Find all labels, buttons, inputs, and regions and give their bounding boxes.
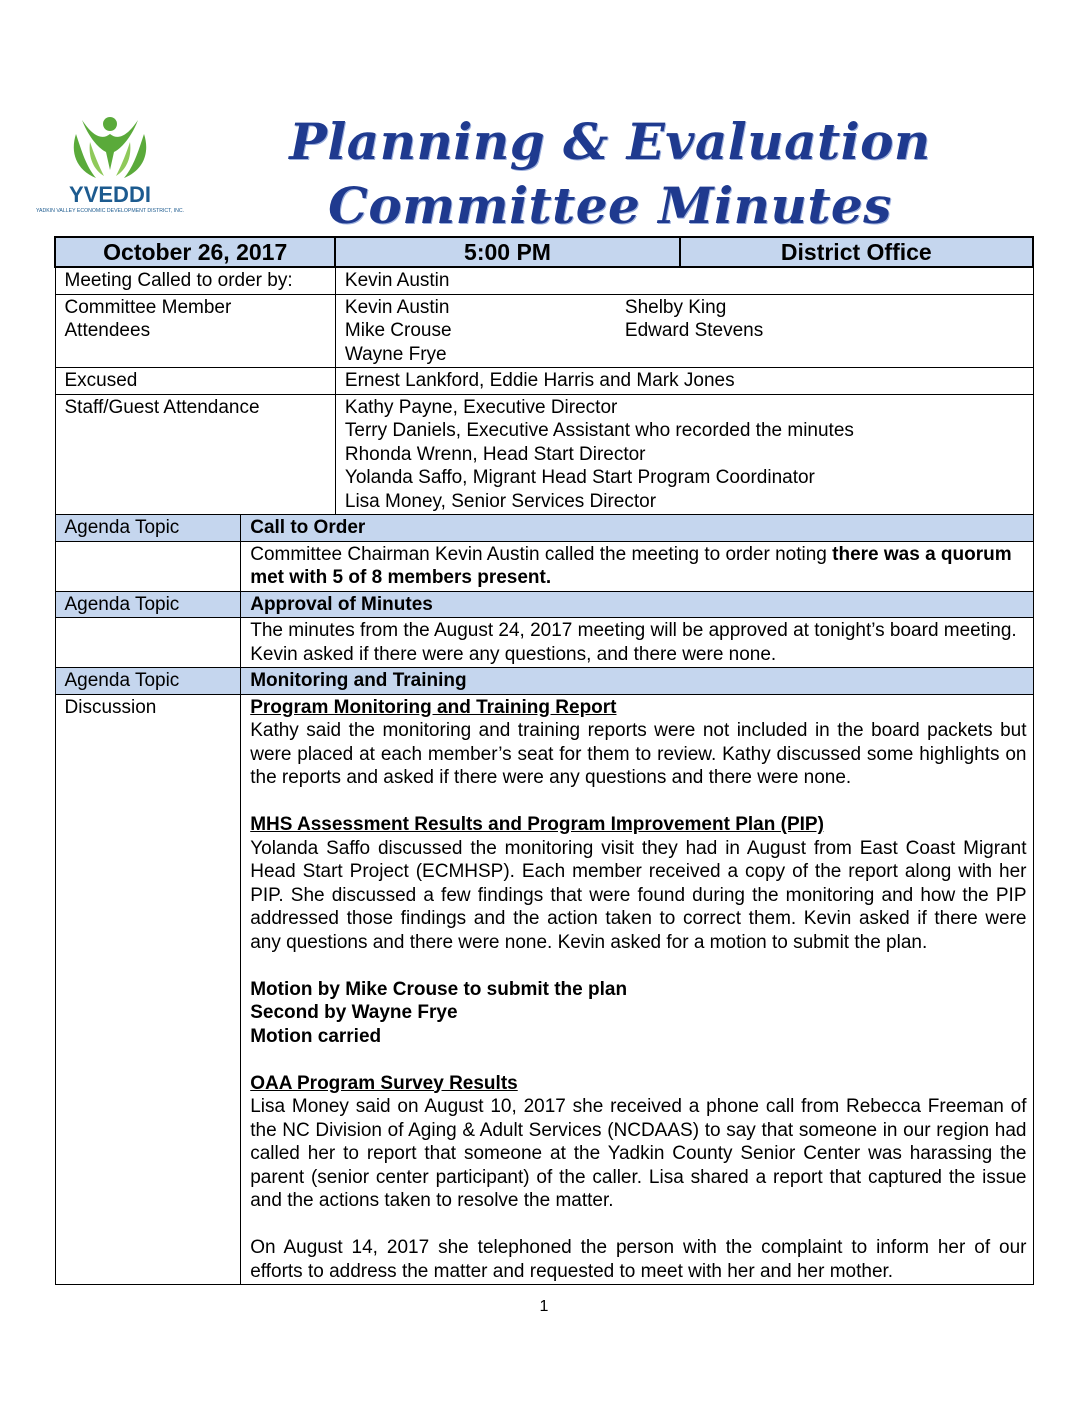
paragraph: Lisa Money said on August 10, 2017 she received a phone call from Rebecca Freeman of the NC Division of Aging & Adult Services (NCDAAS) to say that someone in our region had called her to report that someone at the Yadkin County Senior Center was harassing the parent (senior center participant) of the caller. Lisa shared a report that captured the issue and the actions taken to resolve the matter. (250, 1096, 1027, 1211)
attendees-label: Committee Member Attendees (55, 294, 335, 368)
logo-wordmark: YVEDDI (69, 182, 151, 207)
discussion-content (241, 694, 1033, 1285)
logo-subtext: YADKIN VALLEY ECONOMIC DEVELOPMENT DISTRICT, INC. (35, 208, 185, 214)
staff-member: Terry Daniels, Executive Assistant who recorded the minutes (344, 420, 854, 441)
section-heading: Program Monitoring and Training Report (250, 696, 617, 718)
yveddi-logo (35, 112, 185, 224)
paragraph: Yolanda Saffo discussed the monitoring visit they had in August from East Coast Migrant Head Start Project (ECMHSP). Each member received a copy of the report along with her PIP. She discussed a few findings that were found during the monitoring and how the PIP addressed those findings and the action taken to correct them. Kevin asked if there were any questions and there were none. Kevin asked for a motion to submit the plan. (250, 837, 1027, 953)
title-line-2: Committee Minutes (328, 176, 892, 235)
staff-row (55, 394, 1033, 515)
agenda-topic-label: Agenda Topic (55, 591, 241, 618)
page-number: 1 (539, 1298, 549, 1315)
approval-text: The minutes from the August 24, 2017 meeting will be approved at tonight’s board meeting. Kevin asked if there were any questions, and there were none. (241, 618, 1033, 668)
attendee: Wayne Frye (344, 343, 447, 365)
attendee: Edward Stevens (624, 320, 764, 341)
motion-line: Second by Wayne Frye (250, 1002, 458, 1023)
call-to-order-text: Committee Chairman Kevin Austin called the meeting to order noting there was a quorum met with 5 of 8 members present. (241, 541, 1033, 591)
approval-row (55, 618, 1033, 668)
agenda-topic-title: Approval of Minutes (241, 591, 1033, 618)
staff-member: Rhonda Wrenn, Head Start Director (344, 443, 646, 465)
agenda-topic-row (55, 515, 1033, 542)
title-line-1: Planning & Evaluation (289, 112, 931, 171)
call-to-order-row (55, 541, 1033, 591)
section-heading: MHS Assessment Results and Program Improvement Plan (PIP) (250, 814, 824, 835)
discussion-label: Discussion (55, 694, 241, 1285)
agenda-topic-label: Agenda Topic (55, 515, 241, 542)
attendees-row (55, 294, 1033, 368)
excused-label: Excused (55, 368, 335, 395)
staff-member: Kathy Payne, Executive Director (344, 396, 618, 418)
agenda-topic-title: Call to Order (241, 515, 1033, 542)
agenda-topic-label: Agenda Topic (55, 668, 241, 695)
page-title (260, 110, 960, 238)
called-label: Meeting Called to order by: (55, 267, 335, 294)
excused-row (55, 368, 1033, 395)
meeting-location: District Office (680, 237, 1033, 267)
called-row (55, 267, 1033, 294)
header-row (55, 237, 1033, 267)
agenda-topic-title: Monitoring and Training (241, 668, 1033, 695)
attendees-list (335, 294, 1033, 368)
minutes-table (54, 236, 1034, 1285)
attendee: Kevin Austin (344, 296, 450, 318)
paragraph: Kathy said the monitoring and training reports were not included in the board packets but were placed at each member’s seat for them to review. Kathy discussed some highlights on the reports and asked if there were any questions and there were none. (250, 720, 1027, 788)
discussion-row (55, 694, 1033, 1285)
staff-label: Staff/Guest Attendance (55, 394, 335, 515)
excused-value: Ernest Lankford, Eddie Harris and Mark Jones (335, 368, 1033, 395)
paragraph: On August 14, 2017 she telephoned the person with the complaint to inform her of our efforts to address the matter and requested to meet with her and her mother. (250, 1237, 1027, 1282)
meeting-date: October 26, 2017 (55, 237, 335, 267)
staff-member: Yolanda Saffo, Migrant Head Start Program Coordinator (344, 467, 815, 488)
motion-line: Motion by Mike Crouse to submit the plan (250, 978, 628, 1000)
called-value: Kevin Austin (335, 267, 1033, 294)
attendee: Mike Crouse (344, 320, 452, 341)
staff-list (335, 394, 1033, 515)
attendee: Shelby King (624, 296, 727, 318)
agenda-topic-row (55, 591, 1033, 618)
staff-member: Lisa Money, Senior Services Director (344, 490, 657, 512)
section-heading: OAA Program Survey Results (250, 1072, 518, 1094)
agenda-topic-row (55, 668, 1033, 695)
motion-line: Motion carried (250, 1025, 382, 1047)
meeting-time: 5:00 PM (335, 237, 679, 267)
